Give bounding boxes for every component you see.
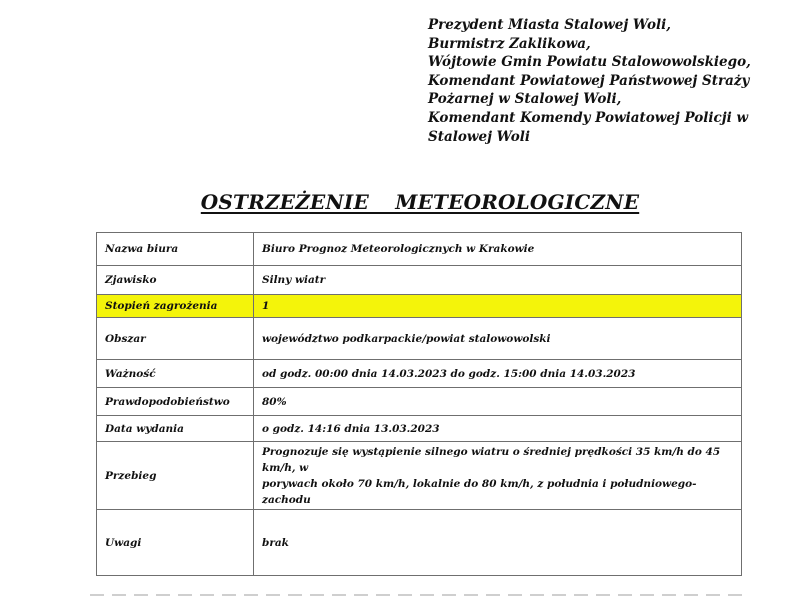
row-label: Ważność [97,360,254,388]
table-row [97,233,742,266]
row-label: Przebieg [97,442,254,510]
table-row [97,510,742,576]
recipient-line: Prezydent Miasta Stalowej Woli, [428,17,671,33]
row-value: o godz. 14:16 dnia 13.03.2023 [254,416,742,442]
row-value-line: Prognozuje się wystąpienie silnego wiatru o średniej prędkości 35 km/h do 45 km/h, w [262,445,721,474]
warning-table [96,232,742,576]
row-value-multiline [254,442,742,510]
recipient-line: Komendant Powiatowej Państwowej Straży [428,72,750,89]
row-value-line: porywach około 70 km/h, lokalnie do 80 km/h, z południa i południowego-zachodu [262,477,697,506]
recipient-line: Pożarnej w Stalowej Woli, [428,91,622,108]
table-row [97,442,742,510]
row-label: Prawdopodobieństwo [97,388,254,416]
row-value: od godz. 00:00 dnia 14.03.2023 do godz. 15:00 dnia 14.03.2023 [254,360,742,388]
row-label: Data wydania [97,416,254,442]
row-label: Nazwa biura [97,233,254,266]
row-value: 1 [254,295,742,318]
row-value: województwo podkarpackie/powiat stalowowolski [254,318,742,360]
row-label: Zjawisko [97,266,254,295]
cut-off-text-edge [90,594,750,596]
row-value: 80% [254,388,742,416]
table-row [97,416,742,442]
row-value: Biuro Prognoz Meteorologicznych w Krakowie [254,233,742,266]
recipient-line: Komendant Komendy Powiatowej Policji w [428,109,749,126]
row-label: Obszar [97,318,254,360]
row-value: Silny wiatr [254,266,742,295]
table-row [97,266,742,295]
recipient-line: Stalowej Woli [428,128,530,145]
recipient-line: Wójtowie Gmin Powiatu Stalowowolskiego, [428,54,751,71]
table-row [97,360,742,388]
recipients-block [428,16,768,146]
table-row-highlighted [97,295,742,318]
document-title: OSTRZEŻENIE METEOROLOGICZNE [200,190,640,214]
row-label: Stopień zagrożenia [97,295,254,318]
table-row [97,318,742,360]
recipient-line: Burmistrz Zaklikowa, [428,35,591,52]
row-label: Uwagi [97,510,254,576]
table-row [97,388,742,416]
row-value: brak [254,510,742,576]
